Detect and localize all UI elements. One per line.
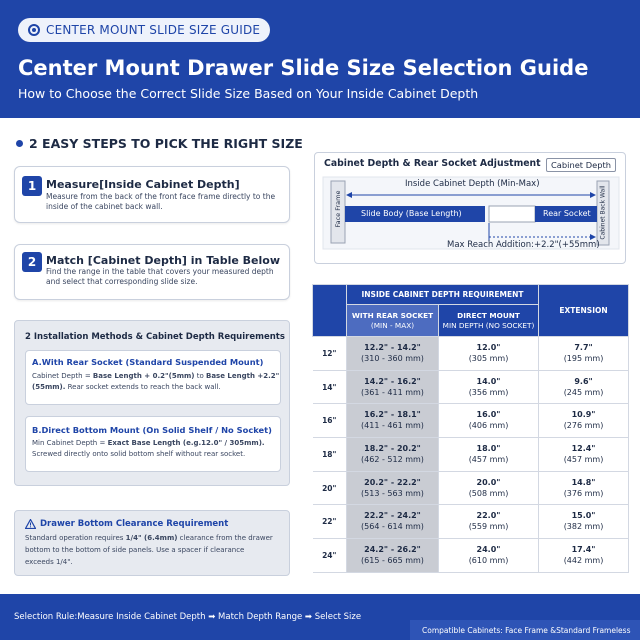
extension-cell <box>539 337 629 371</box>
back-wall-label: Cabinet Back Wall <box>599 185 607 240</box>
rear-socket-cell-inches: 24.2" - 26.2" <box>364 544 421 554</box>
method-b-min: Exact Base Length (e.g.12.0" / 305mm). <box>107 439 265 447</box>
direct-mount-cell-inches: 14.0" <box>476 376 501 386</box>
table-row <box>313 471 629 505</box>
clearance-line-3: exceeds 1/4". <box>25 558 73 566</box>
clearance-panel <box>14 510 290 576</box>
direct-mount-cell-inches: 24.0" <box>476 544 501 554</box>
direct-mount-header-title: DIRECT MOUNT <box>457 310 520 320</box>
extension-cell-inches: 10.9" <box>571 410 596 420</box>
direct-mount-cell-mm: (508 mm) <box>468 488 509 498</box>
direct-mount-cell <box>439 404 539 438</box>
face-frame-label: Face Frame <box>334 190 342 228</box>
clearance-title: Drawer Bottom Clearance Requirement <box>40 519 229 529</box>
direct-mount-header <box>439 305 539 337</box>
rear-socket-cell-mm: (310 - 360 mm) <box>361 353 424 363</box>
method-title-rear-socket: A.With Rear Socket (Standard Suspended Mount) <box>32 357 264 367</box>
direct-mount-cell-mm: (356 mm) <box>468 387 509 397</box>
extension-cell <box>539 471 629 505</box>
rear-socket-cell <box>347 471 439 505</box>
direct-mount-cell-mm: (457 mm) <box>468 454 509 464</box>
direct-mount-cell-mm: (406 mm) <box>468 421 509 431</box>
direct-mount-cell-inches: 20.0" <box>476 477 501 487</box>
rear-socket-cell <box>347 370 439 404</box>
direct-mount-cell-inches: 12.0" <box>476 342 501 352</box>
table-row <box>313 337 629 371</box>
step-description-1: Measure from the back of the front face frame directly to the inside of the cabinet back wall. <box>46 192 276 211</box>
extension-cell <box>539 539 629 573</box>
direct-mount-cell-inches: 22.0" <box>476 511 501 521</box>
step-card-2 <box>14 244 290 300</box>
direct-mount-cell-mm: (305 mm) <box>468 353 509 363</box>
extension-cell-inches: 12.4" <box>571 443 596 453</box>
extension-header: EXTENSION <box>539 285 629 337</box>
clearance-description <box>25 532 289 568</box>
step-title-2: Match [Cabinet Depth] in Table Below <box>46 254 280 267</box>
rear-socket-cell-mm: (361 - 411 mm) <box>361 387 424 397</box>
slide-size-cell: 18" <box>313 438 347 472</box>
target-icon <box>28 24 40 36</box>
extension-cell-mm: (442 mm) <box>563 555 604 565</box>
footer-bar <box>0 594 640 640</box>
table-row <box>313 438 629 472</box>
rear-socket-header-sub: (MIN - MAX) <box>370 320 415 330</box>
method-card-rear-socket <box>25 350 281 405</box>
extension-cell-inches: 17.4" <box>571 544 596 554</box>
slide-size-cell: 14" <box>313 370 347 404</box>
slide-size-cell: 24" <box>313 539 347 573</box>
direct-mount-cell-inches: 16.0" <box>476 410 501 420</box>
slide-size-cell: 22" <box>313 505 347 539</box>
installation-methods-panel <box>14 320 290 486</box>
diagram-title: Cabinet Depth & Rear Socket Adjustment <box>324 158 541 169</box>
rear-socket-cell-mm: (564 - 614 mm) <box>361 522 424 532</box>
method-description-rear-socket <box>32 371 280 393</box>
direct-mount-cell <box>439 438 539 472</box>
rear-socket-cell-inches: 20.2" - 22.2" <box>364 477 421 487</box>
selection-rule: Selection Rule:Measure Inside Cabinet Depth ➡ Match Depth Range ➡ Select Size <box>14 612 362 622</box>
method-card-direct-mount <box>25 416 281 472</box>
steps-heading-label: 2 EASY STEPS TO PICK THE RIGHT SIZE <box>29 136 303 151</box>
step-title-1: Measure[Inside Cabinet Depth] <box>46 178 240 191</box>
direct-mount-cell-inches: 18.0" <box>476 443 501 453</box>
socket-gap-shape <box>489 206 535 222</box>
table-row <box>313 539 629 573</box>
method-b-note: Screwed directly onto solid bottom shelf without rear socket. <box>32 450 246 458</box>
extension-cell-mm: (245 mm) <box>563 387 604 397</box>
rear-socket-cell <box>347 539 439 573</box>
guide-badge <box>18 18 270 42</box>
methods-title: 2 Installation Methods & Cabinet Depth Requirements <box>25 332 285 342</box>
rear-socket-cell <box>347 337 439 371</box>
step-number-2: 2 <box>22 252 42 272</box>
direct-mount-cell <box>439 505 539 539</box>
extension-cell <box>539 404 629 438</box>
size-table <box>312 284 628 573</box>
extension-cell <box>539 505 629 539</box>
rear-socket-header <box>347 305 439 337</box>
extension-cell-mm: (276 mm) <box>563 421 604 431</box>
guide-badge-label: CENTER MOUNT SLIDE SIZE GUIDE <box>46 23 261 37</box>
slide-size-cell: 12" <box>313 337 347 371</box>
clearance-line-2: bottom to the bottom of side panels. Use a spacer if clearance <box>25 546 245 554</box>
extension-cell-inches: 9.6" <box>574 376 593 386</box>
step-description-2: Find the range in the table that covers your measured depth and select that corresponding slide size. <box>46 267 274 286</box>
direct-mount-cell <box>439 337 539 371</box>
extension-cell <box>539 370 629 404</box>
extension-cell-mm: (376 mm) <box>563 488 604 498</box>
rear-socket-cell-inches: 18.2" - 20.2" <box>364 443 421 453</box>
direct-mount-cell <box>439 539 539 573</box>
extension-cell-mm: (195 mm) <box>563 353 604 363</box>
depth-group-header: INSIDE CABINET DEPTH REQUIREMENT <box>347 285 539 305</box>
extension-cell-inches: 15.0" <box>571 511 596 521</box>
direct-mount-cell-mm: (610 mm) <box>468 555 509 565</box>
direct-mount-cell <box>439 370 539 404</box>
rear-socket-cell-inches: 12.2" - 14.2" <box>364 342 421 352</box>
warning-icon <box>25 519 36 529</box>
method-b-prefix: Min Cabinet Depth = <box>32 439 108 447</box>
rear-socket-header-title: WITH REAR SOCKET <box>351 310 434 320</box>
method-a-prefix: Cabinet Depth = <box>32 372 93 380</box>
method-title-direct-mount: B.Direct Bottom Mount (On Solid Shelf / No Socket) <box>32 425 272 435</box>
rear-socket-cell-mm: (513 - 563 mm) <box>361 488 424 498</box>
rear-socket-cell <box>347 404 439 438</box>
step-number-1: 1 <box>22 176 42 196</box>
method-a-min: Base Length + 0.2"(5mm) <box>92 372 195 380</box>
rear-socket-cell-inches: 22.2" - 24.2" <box>364 511 421 521</box>
table-row <box>313 370 629 404</box>
clearance-rest: clearance from the drawer <box>177 534 273 542</box>
method-a-max-mm: (55mm). <box>32 383 66 391</box>
depth-diagram <box>314 152 626 264</box>
slide-size-cell: 16" <box>313 404 347 438</box>
rear-socket-cell <box>347 505 439 539</box>
diagram-tag: Cabinet Depth <box>546 158 616 172</box>
direct-mount-cell-mm: (559 mm) <box>468 522 509 532</box>
page-title: Center Mount Drawer Slide Size Selection Guide <box>18 56 589 80</box>
extension-cell <box>539 438 629 472</box>
slide-size-cell: 20" <box>313 471 347 505</box>
method-a-note: Rear socket extends to reach the back wall. <box>65 383 221 391</box>
extension-cell-mm: (382 mm) <box>563 522 604 532</box>
rear-socket-cell-mm: (615 - 665 mm) <box>361 555 424 565</box>
page-subtitle: How to Choose the Correct Slide Size Based on Your Inside Cabinet Depth <box>18 86 479 101</box>
compatibility-note: Compatible Cabinets: Face Frame &Standard Frameless <box>410 620 640 640</box>
inside-depth-label: Inside Cabinet Depth (Min-Max) <box>402 179 543 189</box>
rear-socket-cell-inches: 14.2" - 16.2" <box>364 376 421 386</box>
rear-socket-cell-inches: 16.2" - 18.1" <box>364 410 421 420</box>
rear-socket-cell-mm: (462 - 512 mm) <box>361 454 424 464</box>
extension-cell-mm: (457 mm) <box>563 454 604 464</box>
slide-body-label: Slide Body (Base Length) <box>361 209 462 218</box>
extension-cell-inches: 7.7" <box>574 342 593 352</box>
clearance-prefix: Standard operation requires <box>25 534 126 542</box>
method-description-direct-mount <box>32 438 276 460</box>
table-row <box>313 404 629 438</box>
rear-socket-cell-mm: (411 - 461 mm) <box>361 421 424 431</box>
clearance-value: 1/4" (6.4mm) <box>125 534 178 542</box>
step-card-1 <box>14 166 290 223</box>
direct-mount-header-sub: MIN DEPTH (NO SOCKET) <box>442 320 535 330</box>
method-a-to: to <box>194 372 206 380</box>
rear-socket-cell <box>347 438 439 472</box>
extension-cell-inches: 14.8" <box>571 477 596 487</box>
max-reach-label: Max Reach Addition:+2.2"(+55mm) <box>447 240 600 250</box>
steps-heading <box>16 136 303 151</box>
header-banner <box>0 0 640 118</box>
method-a-max: Base Length +2.2" <box>206 372 280 380</box>
direct-mount-cell <box>439 471 539 505</box>
rear-socket-label: Rear Socket <box>543 209 591 218</box>
size-header-blank <box>313 285 347 337</box>
bullet-icon <box>16 140 23 147</box>
table-row <box>313 505 629 539</box>
